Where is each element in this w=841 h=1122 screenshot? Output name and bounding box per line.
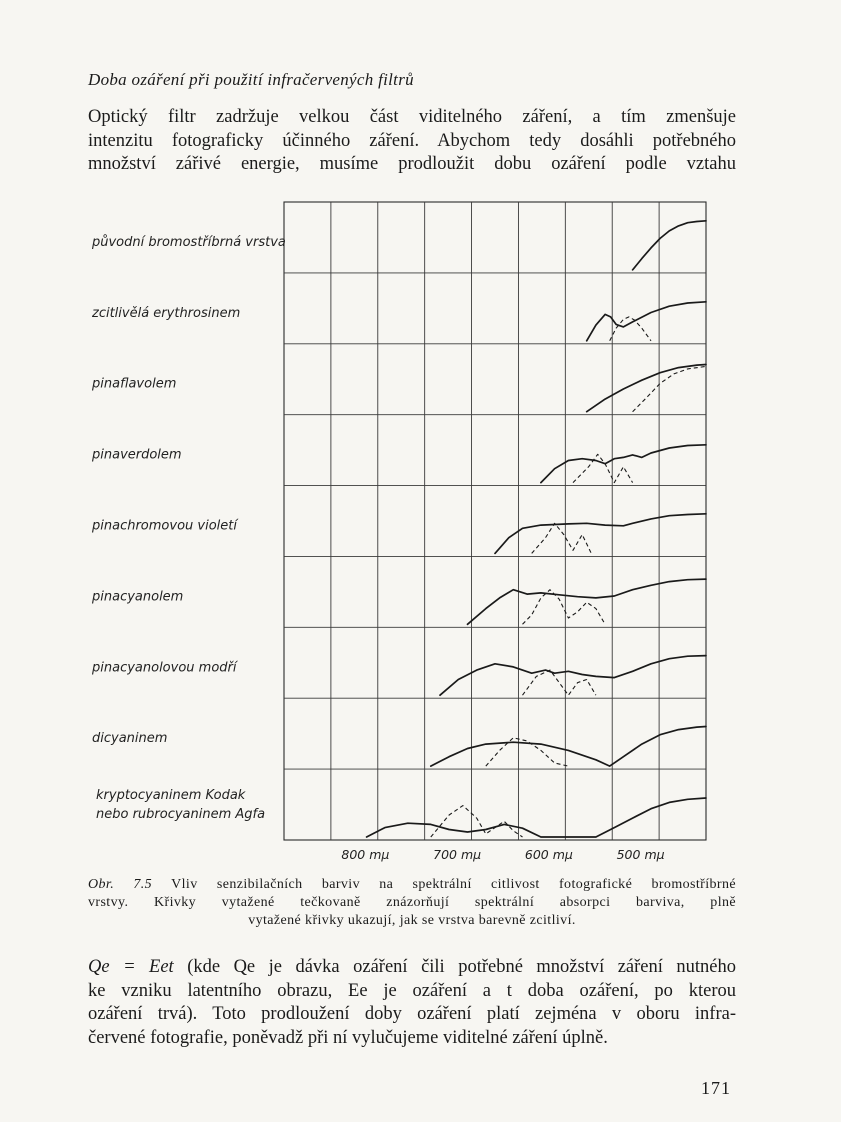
paragraph-line: intenzitu fotograficky účinného záření. Abychom tedy dosáhli potřebného [88,130,736,151]
absorption-curve [431,806,523,837]
page-number: 171 [701,1078,731,1098]
sensitivity-curve [367,798,706,837]
sensitivity-curve [431,727,706,767]
row-label: nebo rubrocyaninem Agfa [96,806,266,822]
row-label: kryptocyaninem Kodak [96,787,246,803]
figure-number: Obr. 7.5 [88,877,153,892]
row-label: původní bromostříbrná vrstva [92,234,286,250]
paragraph-line: množství zářivé energie, musíme prodloužit dobu ozáření podle vztahu [88,154,736,174]
sensitivity-curve [587,365,706,412]
row-label: pinachromovou violetí [92,518,237,534]
row-label: zcitlivělá erythrosinem [92,305,241,321]
paragraph-line: červené fotografie, poněvadž při ní vylučujeme viditelné záření úplně. [88,1027,608,1048]
x-tick-label: 700 mμ [433,847,482,862]
caption-line: Vliv senzibilačních barviv na spektrální citlivost fotografické bromostříbrné [171,877,736,892]
sensitivity-curve [633,221,706,270]
row-label: pinacyanolem [92,589,184,605]
row-label: dicyaninem [92,731,168,747]
paragraph-line: ozáření trvá). Toto prodloužení doby ozáření platí zejména v oboru infra- [88,1004,736,1024]
sensitivity-curve [495,514,706,554]
caption-line: vrstvy. Křivky vytažené tečkovaně znázorňují spektrální absorpci barviva, plně [88,895,736,910]
absorption-curve [486,738,569,766]
formula-paragraph [88,956,736,1050]
row-label: pinaflavolem [92,376,177,392]
formula: Qe = Eet [88,957,174,977]
x-tick-label: 800 mμ [341,847,390,862]
figure-caption [88,876,736,930]
paragraph-line: Optický filtr zadržuje velkou část viditelného záření, a tím zmenšuje [88,107,736,127]
x-tick-label: 500 mμ [616,847,665,862]
caption-line: vytažené křivky ukazují, jak se vrstva barevně zcitliví. [248,913,576,928]
paragraph-line: (kde Qe je dávka ozáření čili potřebné množství záření nutného [187,957,737,977]
row-label: pinaverdolem [92,447,182,463]
sensitivity-curve [468,579,707,624]
row-label: pinacyanolovou modří [92,660,237,676]
absorption-curve [633,366,706,411]
section-heading: Doba ozáření při použití infračervených filtrů [88,70,414,89]
absorption-curve [523,670,596,695]
absorption-curve [532,523,592,553]
paragraph-line: ke vzniku latentního obrazu, Ee je ozáření a t doba ozáření, po kterou [88,980,736,1001]
absorption-curve [610,317,651,341]
x-tick-label: 600 mμ [524,847,573,862]
